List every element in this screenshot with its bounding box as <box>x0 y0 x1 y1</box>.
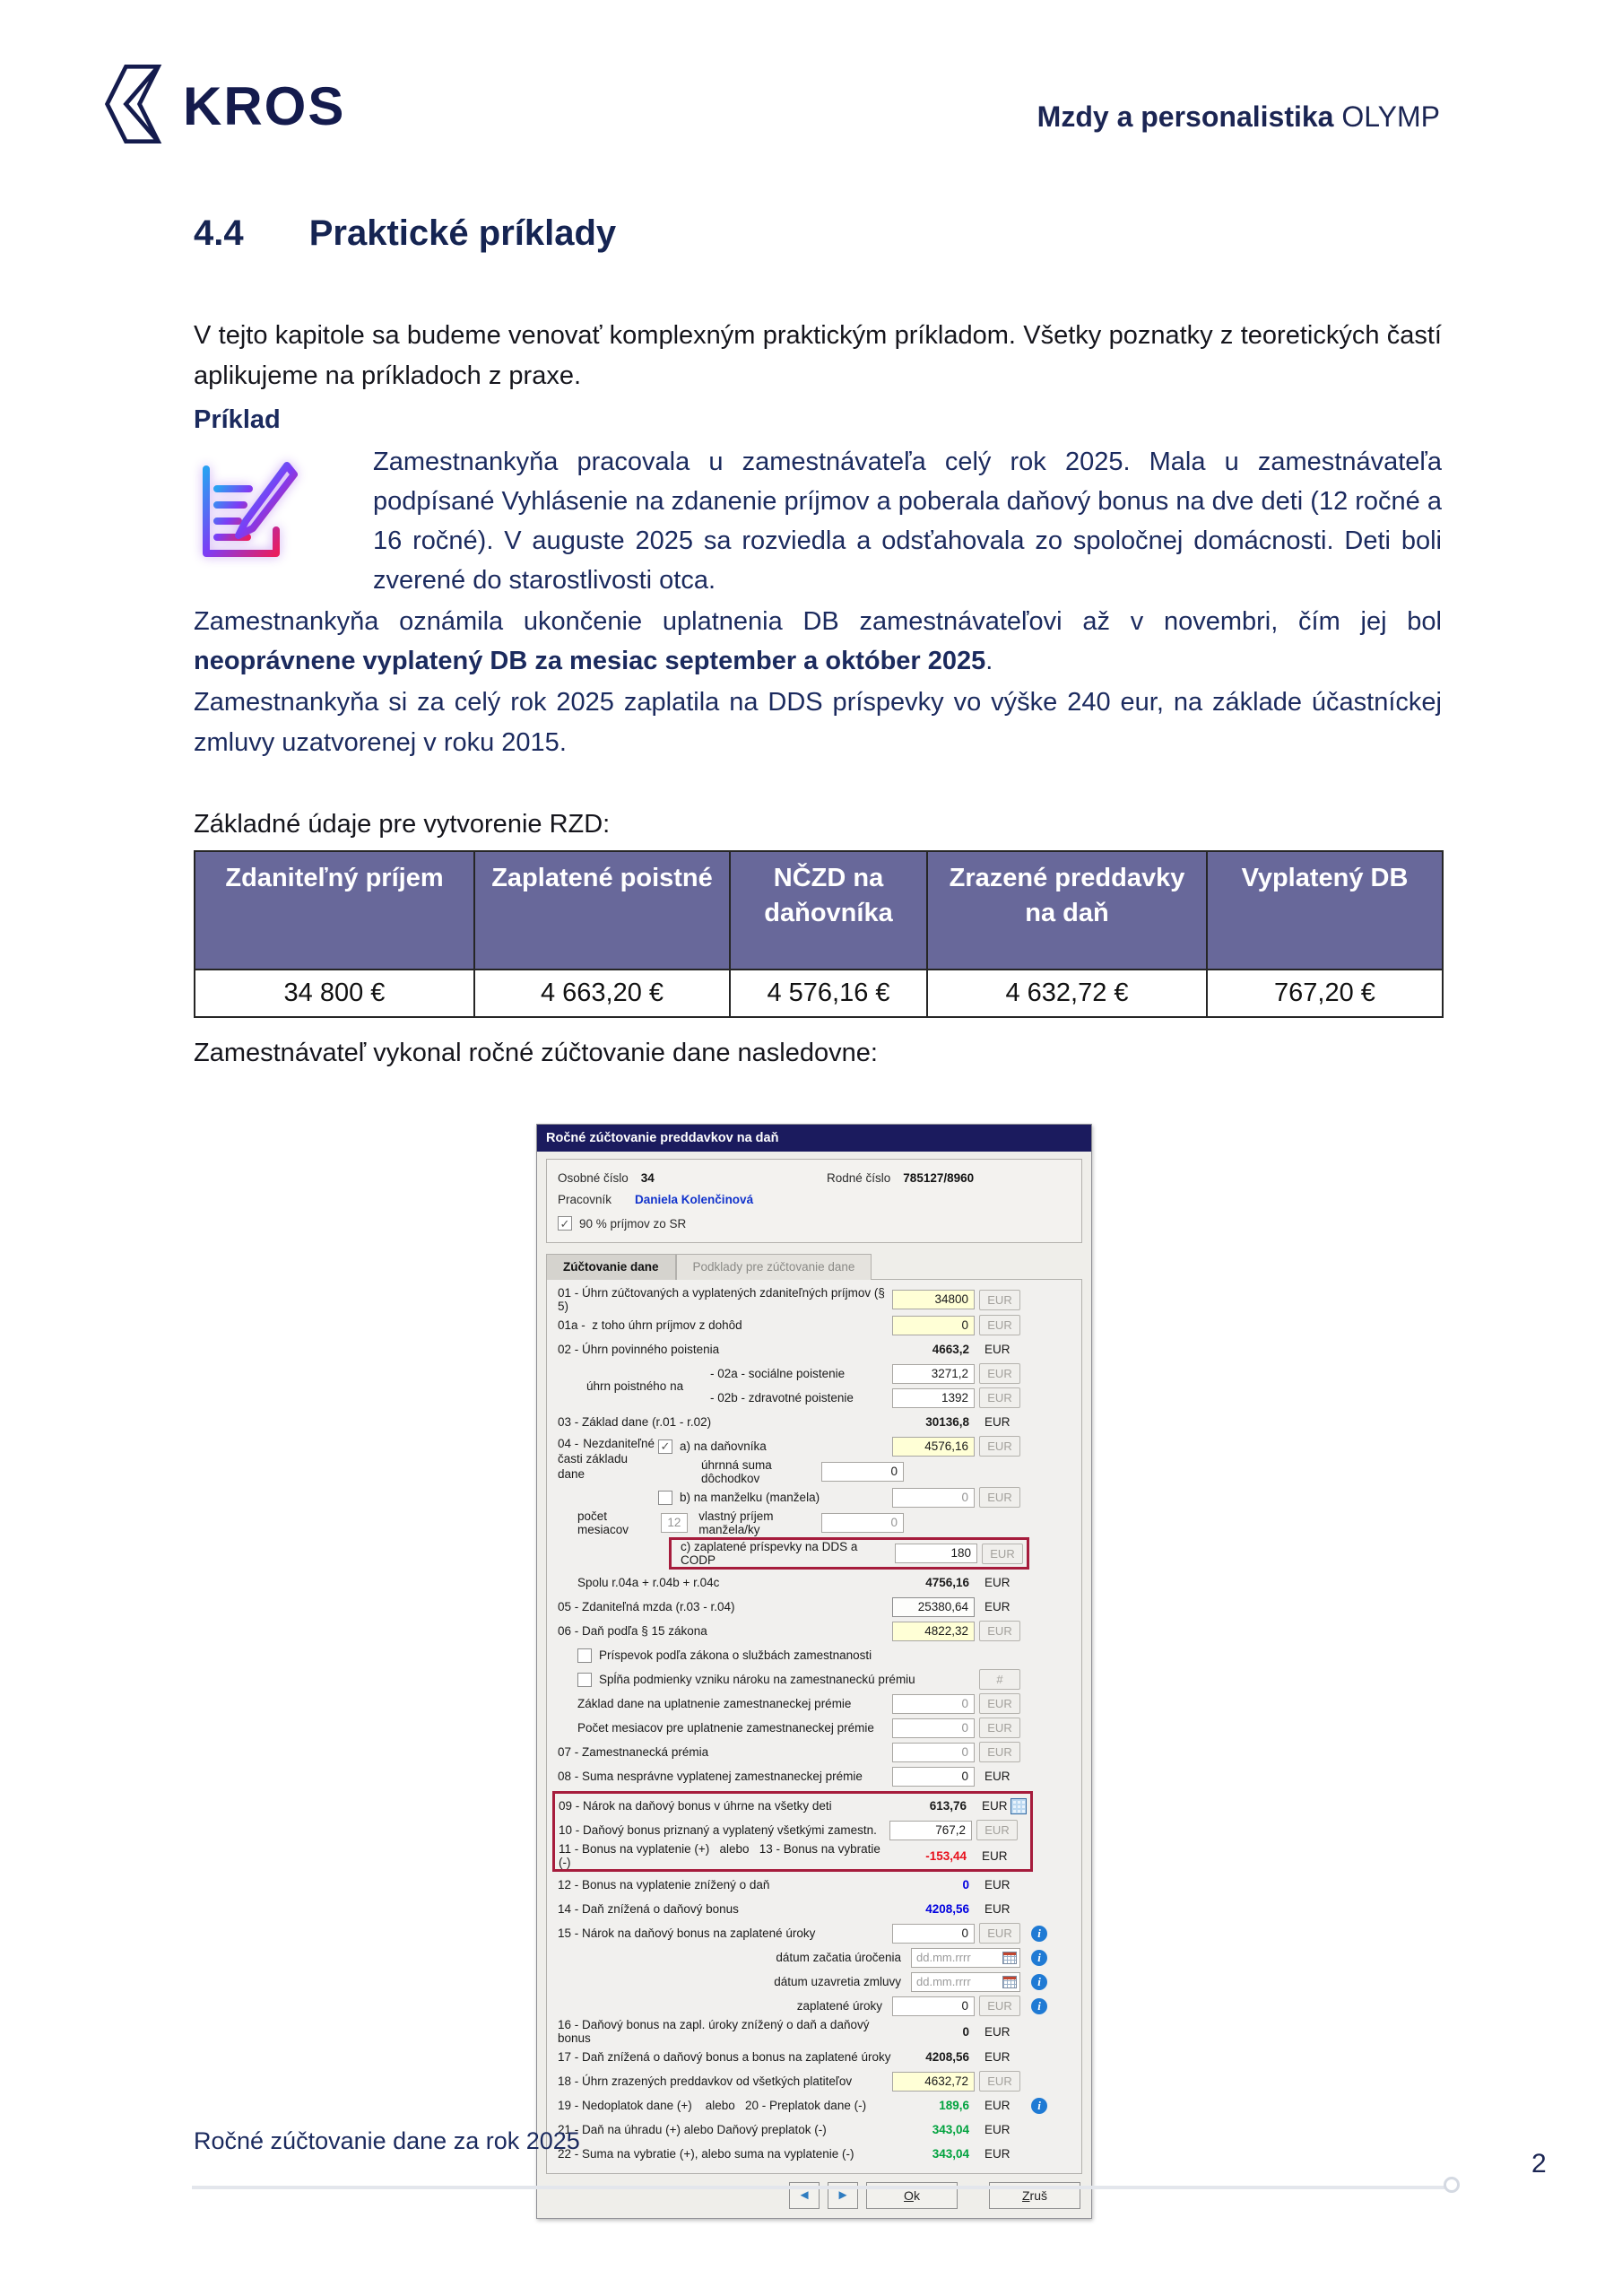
field-label: 21 - Daň na úhradu (+) alebo Daňový preplatok (-) <box>558 2123 827 2136</box>
kros-logo <box>100 63 345 150</box>
input-field-10[interactable]: 767,2 <box>889 1821 972 1840</box>
product-name-bold: Mzdy a personalistika <box>1037 100 1334 133</box>
example-label: Príklad <box>194 405 281 434</box>
checkbox[interactable] <box>577 1648 592 1663</box>
eur-button[interactable]: EUR <box>979 1621 1020 1641</box>
dialog-row-04-dochodky <box>655 1458 1074 1485</box>
eur-button[interactable]: EUR <box>979 1923 1020 1944</box>
field-label: dátum začatia úročenia <box>776 1951 901 1964</box>
example-block <box>194 405 1442 762</box>
input-field-02b[interactable]: 1392 <box>892 1388 975 1408</box>
tab-zuctovanie-dane[interactable]: Zúčtovanie dane <box>546 1254 676 1280</box>
value-11: -153,44 <box>925 1848 967 1863</box>
value-zrazene-preddavky: 4 632,72 € <box>927 970 1207 1017</box>
dialog-row-04 <box>554 1434 1074 1509</box>
input-field-05[interactable]: 25380,64 <box>892 1597 975 1617</box>
field-label: 22 - Suma na vybratie (+), alebo suma na vyplatenie (-) <box>558 2147 854 2161</box>
months-field[interactable]: 12 <box>661 1513 689 1533</box>
field-label: 18 - Úhrn zrazených preddavkov od všetkých platiteľov <box>558 2074 853 2088</box>
prev-record-button[interactable]: ◄ <box>789 2182 820 2209</box>
leadin-paragraph: Zamestnávateľ vykonal ročné zúčtovanie dane nasledovne: <box>194 1039 878 1067</box>
pair-prefix-label: úhrn poistného na <box>586 1378 684 1393</box>
eur-suffix: EUR <box>984 2099 1010 2112</box>
value-nczd: 4 576,16 € <box>730 970 927 1017</box>
section-title: Praktické príklady <box>308 213 617 253</box>
input-field-04a[interactable]: 4576,16 <box>892 1437 975 1457</box>
input-field-04b[interactable]: 0 <box>892 1488 975 1508</box>
eur-suffix: EUR <box>982 1799 1008 1813</box>
field-label: - 02b - zdravotné poistenie <box>710 1391 854 1405</box>
field-label: 12 - Bonus na vyplatenie znížený o daň <box>558 1878 770 1892</box>
pracovnik-label: Pracovník <box>558 1192 612 1206</box>
eur-suffix: EUR <box>984 2024 1010 2039</box>
osobne-cislo-value: 34 <box>640 1170 655 1185</box>
table-header-row <box>195 851 1443 970</box>
dialog-row-04a <box>655 1434 1074 1458</box>
footer-chapter-title: Ročné zúčtovanie dane za rok 2025 <box>194 2127 580 2154</box>
sr-income-checkbox[interactable] <box>558 1216 572 1231</box>
input-field-08[interactable]: 0 <box>892 1767 975 1787</box>
input-field-04c[interactable]: 180 <box>895 1544 977 1563</box>
value-21: 343,04 <box>932 2123 969 2136</box>
section-heading <box>194 213 616 254</box>
footer-rule-knob <box>1444 2177 1460 2193</box>
dialog-row-datum-uzavretia <box>554 1970 1074 1994</box>
osobne-cislo-label: Osobné číslo <box>558 1170 629 1185</box>
eur-button[interactable]: EUR <box>979 1387 1020 1408</box>
field-label: Príspevok podľa zákona o službách zamestnanosti <box>599 1648 872 1662</box>
dialog-row-04b <box>655 1485 1074 1509</box>
eur-suffix: EUR <box>984 1770 1010 1783</box>
tab-podklady[interactable]: Podklady pre zúčtovanie dane <box>676 1254 872 1280</box>
eur-suffix: EUR <box>984 1902 1010 1916</box>
eur-suffix: EUR <box>984 1343 1010 1356</box>
value-12: 0 <box>962 1878 969 1892</box>
value-03: 30136,8 <box>925 1415 969 1429</box>
date-field-datum-zacatia[interactable] <box>911 1948 1020 1968</box>
col-header-zdanitelny-prijem: Zdaniteľný príjem <box>195 851 474 970</box>
dialog-titlebar[interactable]: Ročné zúčtovanie preddavkov na daň <box>537 1125 1091 1152</box>
employee-info-panel <box>546 1159 1082 1243</box>
value-vyplateny-db: 767,20 € <box>1207 970 1443 1017</box>
field-label: Základ dane na uplatnenie zamestnaneckej prémie <box>577 1697 852 1710</box>
field-label: 07 - Zamestnanecká prémia <box>558 1745 709 1759</box>
field-label: 05 - Zdaniteľná mzda (r.03 - r.04) <box>558 1600 735 1613</box>
input-field-15[interactable]: 0 <box>892 1924 975 1944</box>
eur-button[interactable]: EUR <box>982 1544 1023 1564</box>
dialog-row-05 <box>554 1595 1074 1619</box>
dialog-row-21 <box>554 2118 1074 2142</box>
field-label: 03 - Základ dane (r.01 - r.02) <box>558 1415 712 1429</box>
eur-suffix: EUR <box>984 1878 1010 1892</box>
calendar-icon[interactable] <box>1002 1952 1017 1964</box>
dialog-row-03 <box>554 1410 1074 1434</box>
field-label: zaplatené úroky <box>796 1999 882 2013</box>
ok-button[interactable]: Ok <box>866 2182 958 2209</box>
eur-suffix: EUR <box>984 1415 1010 1429</box>
value-09: 613,76 <box>929 1799 967 1813</box>
field-label: 15 - Nárok na daňový bonus na zaplatené úroky <box>558 1926 816 1940</box>
dialog-row-07 <box>554 1740 1074 1764</box>
dialog-row-premia-mesiace <box>554 1716 1074 1740</box>
cancel-button[interactable]: Zruš <box>989 2182 1080 2209</box>
field-label: Spĺňa podmienky vzniku nároku na zamestnaneckú prémiu <box>599 1673 915 1686</box>
dialog-tabs <box>546 1254 1082 1280</box>
dialog-row-19 <box>554 2093 1074 2118</box>
field-label: Počet mesiacov pre uplatnenie zamestnaneckej prémie <box>577 1721 874 1735</box>
field-label: 17 - Daň znížená o daňový bonus a bonus na zaplatené úroky <box>558 2050 891 2064</box>
input-field-mesiace[interactable]: 0 <box>821 1513 904 1533</box>
value-zaplatene-poistne: 4 663,20 € <box>474 970 730 1017</box>
col-header-zrazene-preddavky: Zrazené preddavky na daň <box>927 851 1207 970</box>
input-field-18[interactable]: 4632,72 <box>892 2072 975 2092</box>
dialog-row-10 <box>555 1818 1030 1842</box>
table-value-row <box>195 970 1443 1017</box>
dialog-row-zaplatene-uroky <box>554 1994 1074 2018</box>
value-16: 0 <box>962 2024 969 2039</box>
value-17: 4208,56 <box>925 2050 969 2064</box>
col-header-vyplateny-db: Vyplatený DB <box>1207 851 1443 970</box>
dialog-row-06 <box>554 1619 1074 1643</box>
info-icon[interactable] <box>1031 2098 1047 2114</box>
eur-suffix: EUR <box>984 1600 1010 1613</box>
dialog-row-02ab <box>554 1361 1074 1410</box>
document-header-title <box>1037 100 1440 134</box>
field-label: 01a - z toho úhrn príjmov z dohôd <box>558 1318 742 1332</box>
value-22: 343,04 <box>932 2147 969 2161</box>
row04-side-label: 04 - Nezdaniteľné časti základu dane <box>558 1437 655 1481</box>
input-field-01a[interactable]: 0 <box>892 1316 975 1335</box>
value-spolu04: 4756,16 <box>925 1576 969 1589</box>
intro-paragraph: V tejto kapitole sa budeme venovať komplexným praktickým príkladom. Všetky poznatky z teoretických častí aplikujeme na príkladoch z praxe. <box>194 321 1442 390</box>
eur-button[interactable]: EUR <box>979 1290 1020 1310</box>
info-icon[interactable] <box>1031 1926 1047 1942</box>
eur-button[interactable]: EUR <box>979 2071 1020 2092</box>
dialog-row-mesiace <box>554 1509 1074 1536</box>
eur-suffix: EUR <box>984 1576 1010 1589</box>
edit-note-icon <box>194 553 301 569</box>
dialog-row-01a <box>554 1313 1074 1337</box>
example-paragraph-3: Zamestnankyňa si za celý rok 2025 zaplatila na DDS príspevky vo výške 240 eur, na základe účastníckej zmluvy uzatvorenej v roku 2015. <box>194 688 1442 757</box>
field-label: počet mesiacov <box>577 1509 629 1536</box>
field-label: b) na manželku (manžela) <box>680 1491 820 1504</box>
pracovnik-name-link[interactable]: Daniela Kolenčinová <box>635 1192 754 1206</box>
field-label: 01 - Úhrn zúčtovaných a vyplatených zdaniteľných príjmov (§ 5) <box>558 1286 889 1313</box>
dialog-row-18 <box>554 2069 1074 2093</box>
field-label: 06 - Daň podľa § 15 zákona <box>558 1624 707 1638</box>
field-label: dátum uzavretia zmluvy <box>774 1975 901 1988</box>
highlight-box-c <box>669 1537 1029 1570</box>
info-icon[interactable] <box>1031 1950 1047 1966</box>
info-icon[interactable] <box>1031 1974 1047 1990</box>
dialog-row-11 <box>555 1842 1030 1869</box>
eur-button[interactable]: EUR <box>976 1820 1018 1840</box>
dialog-row-12 <box>554 1873 1074 1897</box>
input-field-06[interactable]: 4822,32 <box>892 1622 975 1641</box>
eur-suffix: EUR <box>982 1848 1008 1863</box>
dialog-row-16 <box>554 2018 1074 2045</box>
dialog-row-15 <box>554 1921 1074 1945</box>
dialog-form <box>546 1279 1082 2174</box>
eur-button[interactable]: EUR <box>979 1693 1020 1714</box>
rzd-summary-table <box>194 850 1444 1018</box>
kros-logo-icon <box>100 63 165 150</box>
field-label: 08 - Suma nesprávne vyplatenej zamestnaneckej prémie <box>558 1770 863 1783</box>
input-field-07[interactable]: 0 <box>892 1743 975 1762</box>
checkbox[interactable] <box>577 1673 592 1687</box>
example-paragraph-1: Zamestnankyňa pracovala u zamestnávateľa celý rok 2025. Mala u zamestnávateľa podpísané Vyhlásenie na zdanenie príjmov a poberala daňový bonus na dve deti (12 ročné a 16 ročné). V auguste 2025 sa rozviedla a odsťahovala zo spoločnej domácnosti. Deti boli zverené do starostlivosti otca. <box>373 448 1442 596</box>
eur-button[interactable]: EUR <box>979 1315 1020 1335</box>
field-label: 16 - Daňový bonus na zapl. úroky znížený o daň a daňový bonus <box>558 2018 873 2045</box>
field-label: 14 - Daň znížená o daňový bonus <box>558 1902 739 1916</box>
value-19: 189,6 <box>939 2099 969 2112</box>
field-label: úhrnná suma dôchodkov <box>701 1458 776 1485</box>
eur-suffix: EUR <box>984 2123 1010 2136</box>
input-field-premia-mesiace[interactable]: 0 <box>892 1718 975 1738</box>
dialog-row-premia-zaklad <box>554 1692 1074 1716</box>
rodne-cislo-value: 785127/8960 <box>903 1170 975 1185</box>
dialog-row-02a <box>707 1361 1074 1386</box>
checkbox[interactable] <box>658 1491 672 1505</box>
dialog-row-22 <box>554 2142 1074 2166</box>
p2-period: . <box>985 647 993 676</box>
eur-button[interactable]: EUR <box>979 1742 1020 1762</box>
dialog-row-premia-podmienky <box>554 1667 1074 1692</box>
eur-suffix: EUR <box>984 2147 1010 2161</box>
section-number: 4.4 <box>194 213 244 253</box>
dialog-row-spolu04 <box>554 1570 1074 1595</box>
dialog-row-datum-zacatia <box>554 1945 1074 1970</box>
field-label: 19 - Nedoplatok dane (+) alebo 20 - Preplatok dane (-) <box>558 2099 867 2112</box>
table-icon[interactable] <box>1010 1798 1027 1814</box>
eur-button[interactable]: EUR <box>979 1436 1020 1457</box>
date-placeholder: dd.mm.rrrr <box>916 1951 971 1964</box>
eur-button[interactable]: EUR <box>979 1996 1020 2016</box>
date-field-datum-uzavretia[interactable] <box>911 1972 1020 1992</box>
value-zdanitelny-prijem: 34 800 € <box>195 970 474 1017</box>
field-label: a) na daňovníka <box>680 1439 767 1453</box>
col-header-nczd: NČZD na daňovníka <box>730 851 927 970</box>
example-paragraph-2 <box>194 602 1442 681</box>
info-icon[interactable] <box>1031 1998 1047 2014</box>
col-header-zaplatene-poistne: Zaplatené poistné <box>474 851 730 970</box>
field-label: vlastný príjem manžela/ky <box>698 1509 777 1536</box>
dialog-row-04c <box>672 1540 1027 1567</box>
page-number: 2 <box>1531 2149 1547 2179</box>
dialog-row-01 <box>554 1286 1074 1313</box>
input-field-01[interactable]: 34800 <box>892 1290 975 1309</box>
eur-button[interactable]: EUR <box>979 1487 1020 1508</box>
value-02: 4663,2 <box>932 1343 969 1356</box>
kros-logo-text: KROS <box>183 75 346 136</box>
field-label: 10 - Daňový bonus priznaný a vyplatený všetkými zamestn. <box>559 1823 877 1837</box>
hash-button[interactable]: # <box>979 1669 1020 1690</box>
input-field-premia-zaklad[interactable]: 0 <box>892 1694 975 1714</box>
next-record-button[interactable]: ► <box>828 2182 858 2209</box>
footer-rule <box>192 2186 1458 2189</box>
field-label: 02 - Úhrn povinného poistenia <box>558 1343 720 1356</box>
dialog-row-09 <box>555 1794 1030 1818</box>
field-label: Spolu r.04a + r.04b + r.04c <box>577 1576 720 1589</box>
field-label: - 02a - sociálne poistenie <box>710 1367 846 1380</box>
field-label: c) zaplatené príspevky na DDS a CODP <box>681 1540 862 1567</box>
dialog-row-14 <box>554 1897 1074 1921</box>
field-label: 11 - Bonus na vyplatenie (+) alebo 13 - Bonus na vybratie (-) <box>559 1842 884 1869</box>
sr-income-checkbox-label: 90 % príjmov zo SR <box>579 1216 687 1231</box>
eur-button[interactable]: EUR <box>979 1363 1020 1384</box>
input-field-04-dochodky[interactable]: 0 <box>821 1462 904 1482</box>
product-name-regular: OLYMP <box>1341 100 1440 133</box>
eur-button[interactable]: EUR <box>979 1718 1020 1738</box>
p2-bold-text: neoprávnene vyplatený DB za mesiac september a október 2025 <box>194 647 986 676</box>
input-field-02a[interactable]: 3271,2 <box>892 1364 975 1384</box>
highlight-box-bonus <box>552 1791 1033 1872</box>
date-placeholder: dd.mm.rrrr <box>916 1975 971 1988</box>
dialog-row-17 <box>554 2045 1074 2069</box>
table-caption: Základné údaje pre vytvorenie RZD: <box>194 810 611 839</box>
input-field-zaplatene-uroky[interactable]: 0 <box>892 1996 975 2016</box>
dialog-row-02b <box>707 1386 1074 1410</box>
rodne-cislo-label: Rodné číslo <box>827 1170 891 1185</box>
value-14: 4208,56 <box>925 1902 969 1916</box>
dialog-row-02 <box>554 1337 1074 1361</box>
p2-text: Zamestnankyňa oznámila ukončenie uplatnenia DB zamestnávateľovi až v novembri, čím jej bol <box>194 607 1442 637</box>
rocne-zuctovanie-dialog <box>536 1124 1092 2219</box>
checkbox[interactable] <box>658 1439 672 1454</box>
field-label: 09 - Nárok na daňový bonus v úhrne na všetky deti <box>559 1799 832 1813</box>
dialog-row-prispevok <box>554 1643 1074 1667</box>
calendar-icon[interactable] <box>1002 1976 1017 1988</box>
eur-suffix: EUR <box>984 2050 1010 2064</box>
dialog-row-08 <box>554 1764 1074 1788</box>
